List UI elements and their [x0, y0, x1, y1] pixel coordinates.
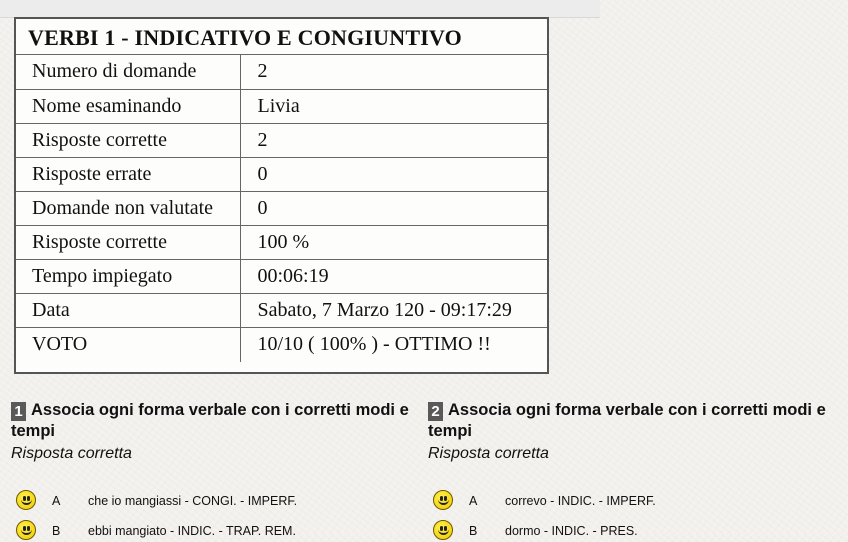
answer-letter: A [52, 494, 61, 508]
answer-text: correvo - INDIC. - IMPERF. [505, 494, 656, 508]
row-value: 2 [240, 123, 547, 157]
top-bar [0, 0, 600, 18]
question-heading [11, 400, 431, 442]
table-row [16, 259, 547, 293]
question-result: Risposta corretta [11, 445, 132, 462]
table-row [16, 225, 547, 259]
row-value: 0 [240, 191, 547, 225]
row-label: VOTO [16, 327, 240, 362]
row-label: Risposte corrette [16, 225, 240, 259]
question-heading [428, 400, 848, 442]
row-label: Risposte errate [16, 157, 240, 191]
table-row [16, 191, 547, 225]
row-value: Livia [240, 89, 547, 123]
table-row [16, 327, 547, 362]
answer-letter: B [52, 524, 61, 538]
answer-text: che io mangiassi - CONGI. - IMPERF. [88, 494, 298, 508]
question-1 [11, 400, 431, 538]
row-label: Domande non valutate [16, 191, 240, 225]
row-value: 0 [240, 157, 547, 191]
smiley-icon [433, 490, 453, 510]
results-report [14, 17, 549, 374]
question-2 [428, 400, 848, 538]
row-label: Data [16, 293, 240, 327]
row-label: Numero di domande [16, 55, 240, 89]
table-row [16, 157, 547, 191]
answer-letter: A [469, 494, 478, 508]
question-title: Associa ogni forma verbale con i corretti modi e tempi [428, 401, 826, 440]
row-value: 10/10 ( 100% ) - OTTIMO !! [257, 333, 491, 356]
row-label: Nome esaminando [16, 89, 240, 123]
answer-text: ebbi mangiato - INDIC. - TRAP. REM. [88, 524, 296, 538]
answer-text: dormo - INDIC. - PRES. [505, 524, 638, 538]
table-row [16, 89, 547, 123]
table-row [16, 123, 547, 157]
question-number: 2 [428, 402, 443, 421]
answer-letter: B [469, 524, 478, 538]
row-value: 100 % [240, 225, 547, 259]
smiley-icon [16, 520, 36, 540]
row-label: Tempo impiegato [16, 259, 240, 293]
row-label: Risposte corrette [16, 123, 240, 157]
smiley-icon [433, 520, 453, 540]
results-table [16, 55, 547, 362]
row-value: 2 [240, 55, 547, 89]
question-title: Associa ogni forma verbale con i corretti modi e tempi [11, 401, 409, 440]
smiley-icon [16, 490, 36, 510]
question-result: Risposta corretta [428, 445, 549, 462]
row-value: Sabato, 7 Marzo 120 - 09:17:29 [240, 293, 547, 327]
table-row [16, 293, 547, 327]
question-number: 1 [11, 402, 26, 421]
report-title: VERBI 1 - INDICATIVO E CONGIUNTIVO [16, 19, 547, 55]
row-value: 00:06:19 [240, 259, 547, 293]
table-row [16, 55, 547, 89]
